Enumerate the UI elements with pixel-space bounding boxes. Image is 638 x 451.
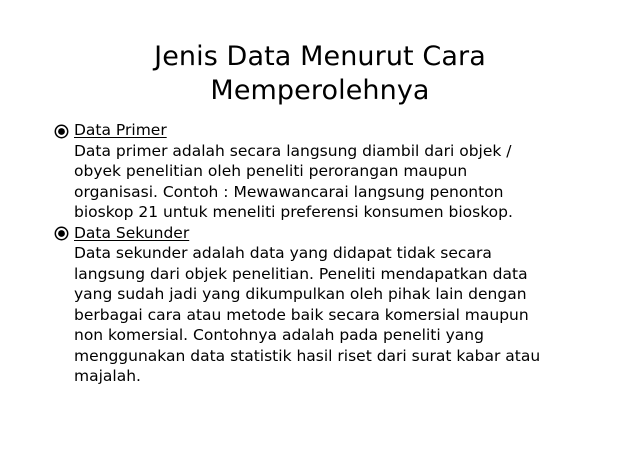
item-heading — [74, 223, 574, 244]
item-label: Data Primer — [74, 121, 167, 139]
text-line: menggunakan data statistik hasil riset dari surat kabar atau — [74, 346, 541, 365]
circled-dot-bullet-icon — [54, 226, 69, 241]
text-line: majalah. — [74, 367, 141, 385]
title-line-2: Memperolehnya — [210, 75, 430, 106]
text-line: langsung dari objek penelitian. Peneliti mendapatkan data — [74, 264, 528, 283]
text-line: non komersial. Contohnya adalah pada peneliti yang — [74, 326, 484, 344]
item-label: Data Sekunder — [74, 223, 190, 242]
text-line: bioskop 21 untuk meneliti preferensi konsumen bioskop. — [74, 203, 513, 221]
title-line-1: Jenis Data Menurut Cara — [154, 41, 486, 72]
item-description — [74, 141, 574, 223]
list-item-data-sekunder — [74, 223, 574, 387]
text-line: organisasi. Contoh : Mewawancarai langsung penonton — [74, 182, 504, 201]
text-line: Data sekunder adalah data yang didapat tidak secara — [74, 244, 492, 262]
text-line: obyek penelitian oleh peneliti perorangan maupun — [74, 162, 468, 180]
text-line: berbagai cara atau metode baik secara komersial maupun — [74, 305, 529, 324]
slide-title — [60, 40, 580, 108]
item-description — [74, 243, 574, 387]
item-heading — [74, 120, 574, 141]
text-line: yang sudah jadi yang dikumpulkan oleh pihak lain dengan — [74, 285, 527, 303]
slide-content — [74, 120, 574, 387]
circled-dot-bullet-icon — [54, 124, 69, 139]
list-item-data-primer — [74, 120, 574, 223]
text-line: Data primer adalah secara langsung diambil dari objek / — [74, 141, 512, 160]
